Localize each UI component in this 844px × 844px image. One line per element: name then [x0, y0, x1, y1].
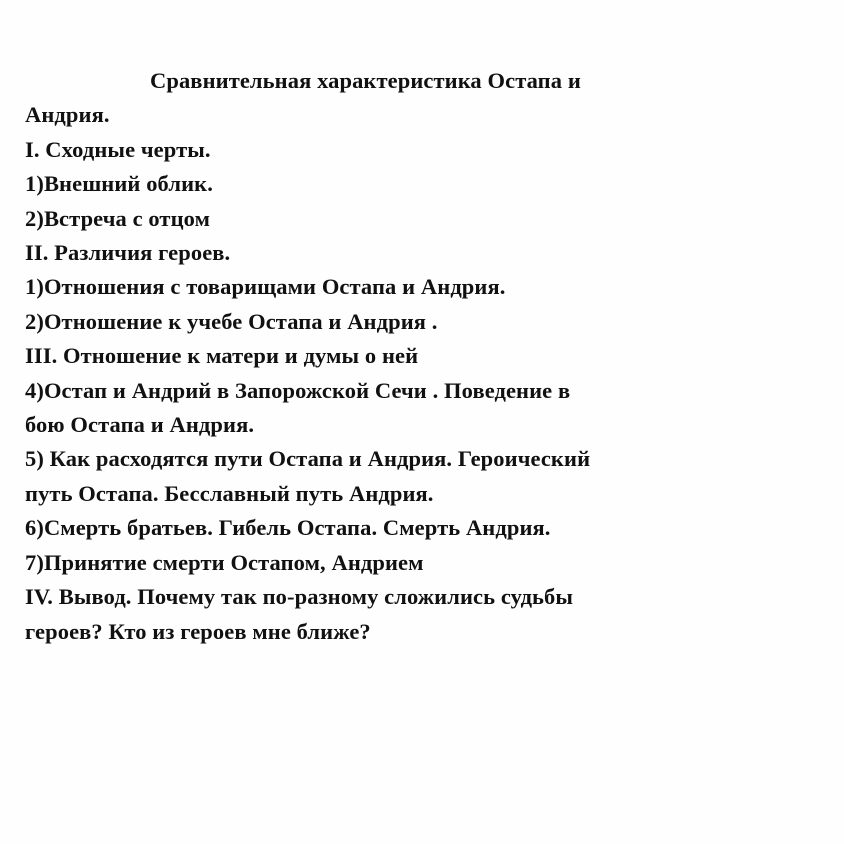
document-title-line-1: Сравнительная характеристика Остапа и — [150, 68, 581, 93]
outline-item: 5) Как расходятся пути Остапа и Андрия. Героический — [25, 446, 591, 472]
outline-item-continuation: бою Остапа и Андрия. — [25, 412, 255, 438]
outline-item: 7)Принятие смерти Остапом, Андрием — [25, 549, 424, 575]
outline-item: 1)Отношения с товарищами Остапа и Андрия. — [25, 274, 506, 300]
section-heading-similarities: I. Сходные черты. — [25, 136, 211, 162]
outline-item: 2)Встреча с отцом — [25, 205, 210, 231]
conclusion-continuation: героев? Кто из героев мне ближе? — [25, 618, 371, 644]
outline-item-continuation: путь Остапа. Бесславный путь Андрия. — [25, 480, 434, 506]
outline-item: 1)Внешний облик. — [25, 171, 213, 197]
document-title-line-2: Андрия. — [25, 102, 110, 128]
section-heading-conclusion: IV. Вывод. Почему так по-разному сложились судьбы — [25, 584, 574, 610]
document-body — [25, 64, 825, 649]
section-heading-differences: II. Различия героев. — [25, 240, 231, 266]
outline-item: 4)Остап и Андрий в Запорожской Сечи . Поведение в — [25, 377, 571, 403]
outline-item: 6)Смерть братьев. Гибель Остапа. Смерть Андрия. — [25, 515, 551, 541]
section-heading-mother: III. Отношение к матери и думы о ней — [25, 343, 419, 369]
outline-item: 2)Отношение к учебе Остапа и Андрия . — [25, 308, 438, 334]
